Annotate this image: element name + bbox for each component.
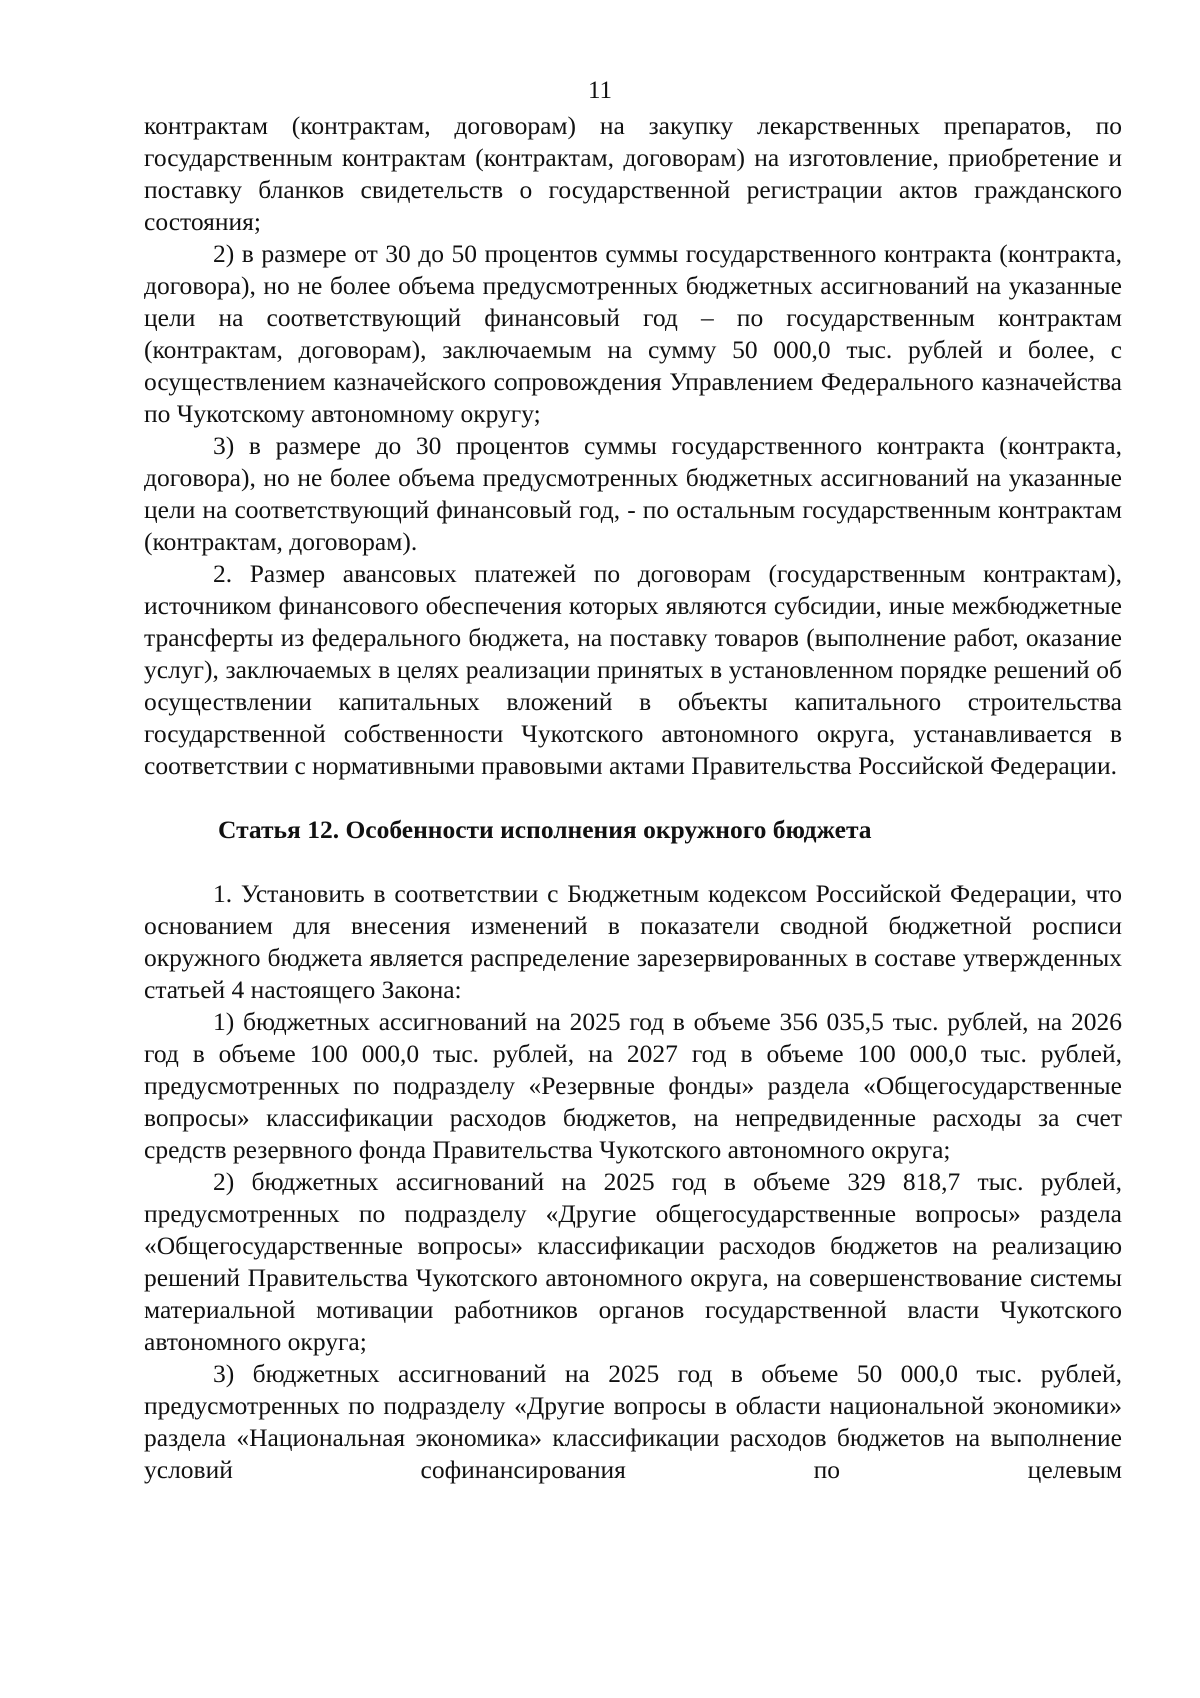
paragraph-subitem-2: 2) бюджетных ассигнований на 2025 год в объеме 329 818,7 тыс. рублей, предусмотренных по подразделу «Другие общегосударственные вопросы» раздела «Общегосударственные вопросы» классификации расходов бюджетов на реализацию решений Правительства Чукотского автономного округа, на совершенствование системы материальной мотивации работников органов государственной власти Чукотского автономного округа; bbox=[144, 1167, 1122, 1356]
paragraph-item-3: 3) в размере до 30 процентов суммы государственного контракта (контракта, договора), но не более объема предусмотренных бюджетных ассигнований на указанные цели на соответствующий финансовый год, - по остальным государственным контрактам (контрактам, договорам). bbox=[144, 431, 1122, 556]
paragraph-continuation: контрактам (контрактам, договорам) на закупку лекарственных препаратов, по государственным контрактам (контрактам, договорам) на изготовление, приобретение и поставку бланков свидетельств о государственной регистрации актов гражданского состояния; bbox=[144, 111, 1122, 236]
page-number: 11 bbox=[587, 77, 613, 104]
paragraph-point-1: 1. Установить в соответствии с Бюджетным кодексом Российской Федерации, что основанием для внесения изменений в показатели сводной бюджетной росписи окружного бюджета является распределение зарезервированных в составе утвержденных статьей 4 настоящего Закона: bbox=[144, 879, 1122, 1004]
paragraph-subitem-1: 1) бюджетных ассигнований на 2025 год в объеме 356 035,5 тыс. рублей, на 2026 год в объеме 100 000,0 тыс. рублей, на 2027 год в объеме 100 000,0 тыс. рублей, предусмотренных по подразделу «Резервные фонды» раздела «Общегосударственные вопросы» классификации расходов бюджетов, на непредвиденные расходы за счет средств резервного фонда Правительства Чукотского автономного округа; bbox=[144, 1007, 1122, 1164]
document-body bbox=[144, 110, 1122, 1486]
paragraph-subitem-3: 3) бюджетных ассигнований на 2025 год в объеме 50 000,0 тыс. рублей, предусмотренных по подразделу «Другие вопросы в области национальной экономики» раздела «Национальная экономика» классификации расходов бюджетов на выполнение условий софинансирования по целевым bbox=[144, 1359, 1122, 1484]
article-heading: Статья 12. Особенности исполнения окружного бюджета bbox=[218, 815, 872, 844]
paragraph-point-2: 2. Размер авансовых платежей по договорам (государственным контрактам), источником финансового обеспечения которых являются субсидии, иные межбюджетные трансферты из федерального бюджета, на поставку товаров (выполнение работ, оказание услуг), заключаемых в целях реализации принятых в установленном порядке решений об осуществлении капитальных вложений в объекты капитального строительства государственной собственности Чукотского автономного округа, устанавливается в соответствии с нормативными правовыми актами Правительства Российской Федерации. bbox=[144, 559, 1122, 780]
paragraph-item-2: 2) в размере от 30 до 50 процентов суммы государственного контракта (контракта, договора), но не более объема предусмотренных бюджетных ассигнований на указанные цели на соответствующий финансовый год – по государственным контрактам (контрактам, договорам), заключаемым на сумму 50 000,0 тыс. рублей и более, с осуществлением казначейского сопровождения Управлением Федерального казначейства по Чукотскому автономному округу; bbox=[144, 239, 1122, 428]
